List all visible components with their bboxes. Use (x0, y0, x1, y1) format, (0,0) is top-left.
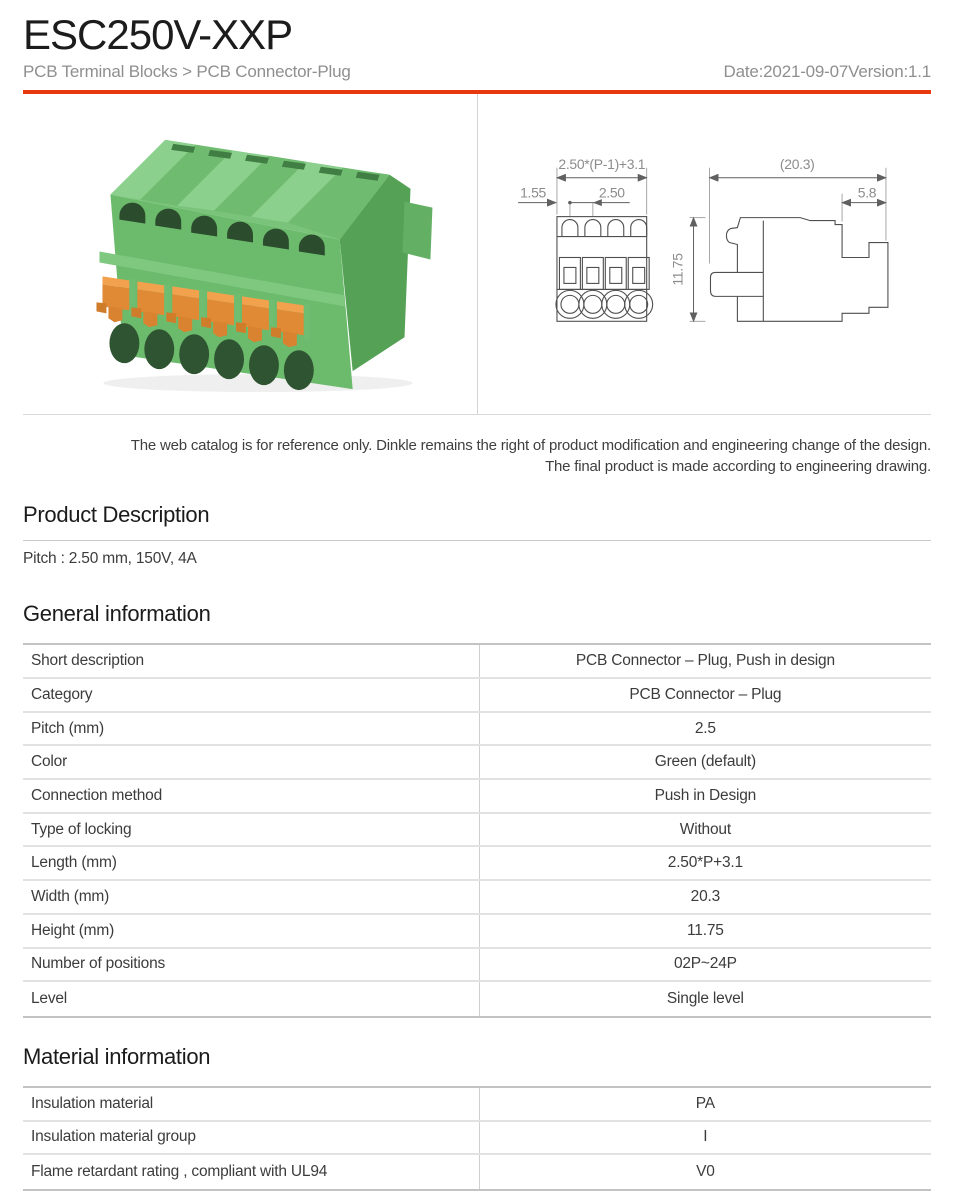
dim-edge-offset: 1.55 (520, 185, 547, 202)
product-description-body: Pitch : 2.50 mm, 150V, 4A (23, 550, 197, 568)
technical-drawing (477, 94, 931, 414)
disclaimer-line-2: The final product is made according to engineering drawing. (545, 458, 931, 476)
date-version (724, 62, 931, 82)
spec-label: Width (mm) (23, 881, 480, 913)
front-view-outline (556, 217, 653, 322)
spec-label: Length (mm) (23, 847, 480, 879)
section-rule (23, 540, 931, 541)
table-row (23, 780, 931, 814)
disclaimer-line-1: The web catalog is for reference only. Dinkle remains the right of product modification and engineering change of the design. (130, 437, 931, 455)
dim-depth: 5.8 (857, 185, 877, 202)
spec-label: Connection method (23, 780, 480, 812)
spec-label: Number of positions (23, 949, 480, 981)
spec-value: Green (default) (654, 753, 756, 771)
table-row (23, 814, 931, 848)
table-row (23, 1155, 931, 1189)
spec-value: Single level (666, 990, 744, 1008)
header-subrow (23, 62, 931, 82)
disclaimer (23, 435, 931, 477)
table-row (23, 881, 931, 915)
date-label: Date:2021-09-07 (723, 62, 849, 82)
page-title: ESC250V-XXP (23, 11, 293, 58)
table-row (23, 1088, 931, 1122)
section-heading-general-information: General information (23, 601, 211, 627)
spec-value: Push in Design (654, 786, 757, 804)
spec-value: PCB Connector – Plug, Push in design (575, 652, 835, 670)
table-row (23, 713, 931, 747)
dim-pitch: 2.50 (598, 185, 625, 202)
version-label: Version:1.1 (848, 62, 931, 82)
spec-label: Height (mm) (23, 915, 480, 947)
section-heading-product-description: Product Description (23, 502, 210, 528)
dimension-drawing (478, 94, 931, 414)
spec-value: 11.75 (687, 921, 724, 939)
spec-label: Short description (23, 645, 480, 677)
spec-value: V0 (696, 1163, 715, 1181)
spec-value: PCB Connector – Plug (629, 685, 782, 703)
product-media (23, 94, 931, 415)
spec-value: 20.3 (690, 888, 721, 906)
dim-width: (20.3) (779, 156, 815, 173)
spec-value: PA (695, 1094, 715, 1112)
spec-label: Flame retardant rating , compliant with UL94 (23, 1155, 480, 1189)
spec-label: Insulation material group (23, 1122, 480, 1154)
spec-label: Pitch (mm) (23, 713, 480, 745)
table-row (23, 1122, 931, 1156)
section-heading-material-information: Material information (23, 1043, 211, 1069)
table-row (23, 949, 931, 983)
spec-value: 2.5 (694, 719, 716, 737)
table-row (23, 915, 931, 949)
table-row (23, 645, 931, 679)
spec-label: Color (23, 746, 480, 778)
spec-label: Insulation material (23, 1088, 480, 1120)
spec-value: 02P~24P (673, 955, 737, 973)
table-row (23, 982, 931, 1016)
header (23, 0, 931, 94)
spec-label: Type of locking (23, 814, 480, 846)
spec-value: 2.50*P+3.1 (667, 854, 743, 872)
spec-value: I (703, 1128, 708, 1146)
general-information-table (23, 643, 931, 1018)
product-photo-illustration (23, 94, 477, 414)
breadcrumb: PCB Terminal Blocks > PCB Connector-Plug (23, 62, 351, 82)
side-view-outline (710, 218, 887, 322)
dim-total-length: 2.50*(P-1)+3.1 (558, 156, 646, 173)
product-photo (23, 94, 477, 414)
material-information-table (23, 1086, 931, 1191)
table-row (23, 679, 931, 713)
spec-label: Category (23, 679, 480, 711)
dim-height: 11.75 (669, 253, 686, 286)
table-row (23, 746, 931, 780)
table-row (23, 847, 931, 881)
spec-value: Without (679, 820, 731, 838)
spec-label: Level (23, 982, 480, 1016)
